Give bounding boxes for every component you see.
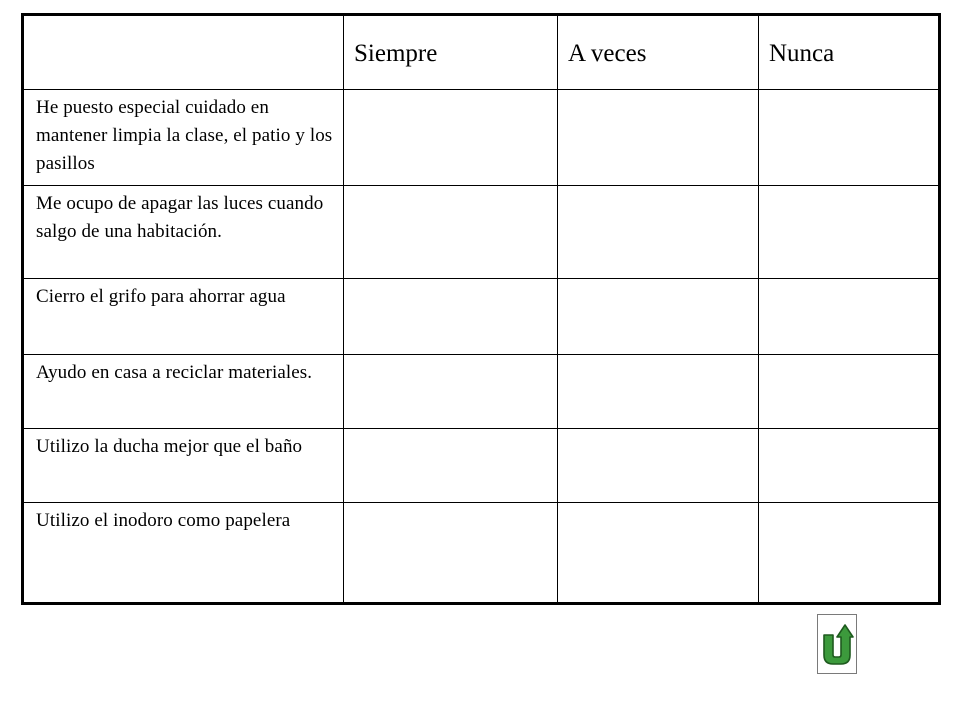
cell-a-veces[interactable] (558, 279, 759, 354)
table-row (23, 90, 940, 186)
table-row (23, 428, 940, 502)
cell-siempre[interactable] (344, 279, 558, 354)
table-row (23, 186, 940, 279)
cell-nunca[interactable] (759, 428, 940, 502)
u-turn-return-icon (820, 621, 854, 667)
cell-a-veces[interactable] (558, 502, 759, 603)
cell-siempre[interactable] (344, 502, 558, 603)
cell-nunca[interactable] (759, 502, 940, 603)
return-button[interactable] (817, 614, 857, 674)
row-statement: He puesto especial cuidado en mantener limpia la clase, el patio y los pasillos (23, 90, 344, 186)
cell-nunca[interactable] (759, 279, 940, 354)
cell-siempre[interactable] (344, 186, 558, 279)
header-siempre: Siempre (344, 15, 558, 90)
table-row (23, 279, 940, 354)
table-row (23, 354, 940, 428)
cell-nunca[interactable] (759, 354, 940, 428)
header-blank-cell (23, 15, 344, 90)
table-header-row (23, 15, 940, 90)
cell-nunca[interactable] (759, 186, 940, 279)
table-row (23, 502, 940, 603)
row-statement: Utilizo el inodoro como papelera (23, 502, 344, 603)
header-nunca: Nunca (759, 15, 940, 90)
header-a-veces: A veces (558, 15, 759, 90)
row-statement: Me ocupo de apagar las luces cuando salgo de una habitación. (23, 186, 344, 279)
survey-table (21, 13, 941, 605)
row-statement: Cierro el grifo para ahorrar agua (23, 279, 344, 354)
cell-a-veces[interactable] (558, 428, 759, 502)
cell-a-veces[interactable] (558, 354, 759, 428)
cell-siempre[interactable] (344, 428, 558, 502)
row-statement: Utilizo la ducha mejor que el baño (23, 428, 344, 502)
cell-a-veces[interactable] (558, 90, 759, 186)
cell-siempre[interactable] (344, 90, 558, 186)
row-statement: Ayudo en casa a reciclar materiales. (23, 354, 344, 428)
cell-siempre[interactable] (344, 354, 558, 428)
cell-a-veces[interactable] (558, 186, 759, 279)
cell-nunca[interactable] (759, 90, 940, 186)
